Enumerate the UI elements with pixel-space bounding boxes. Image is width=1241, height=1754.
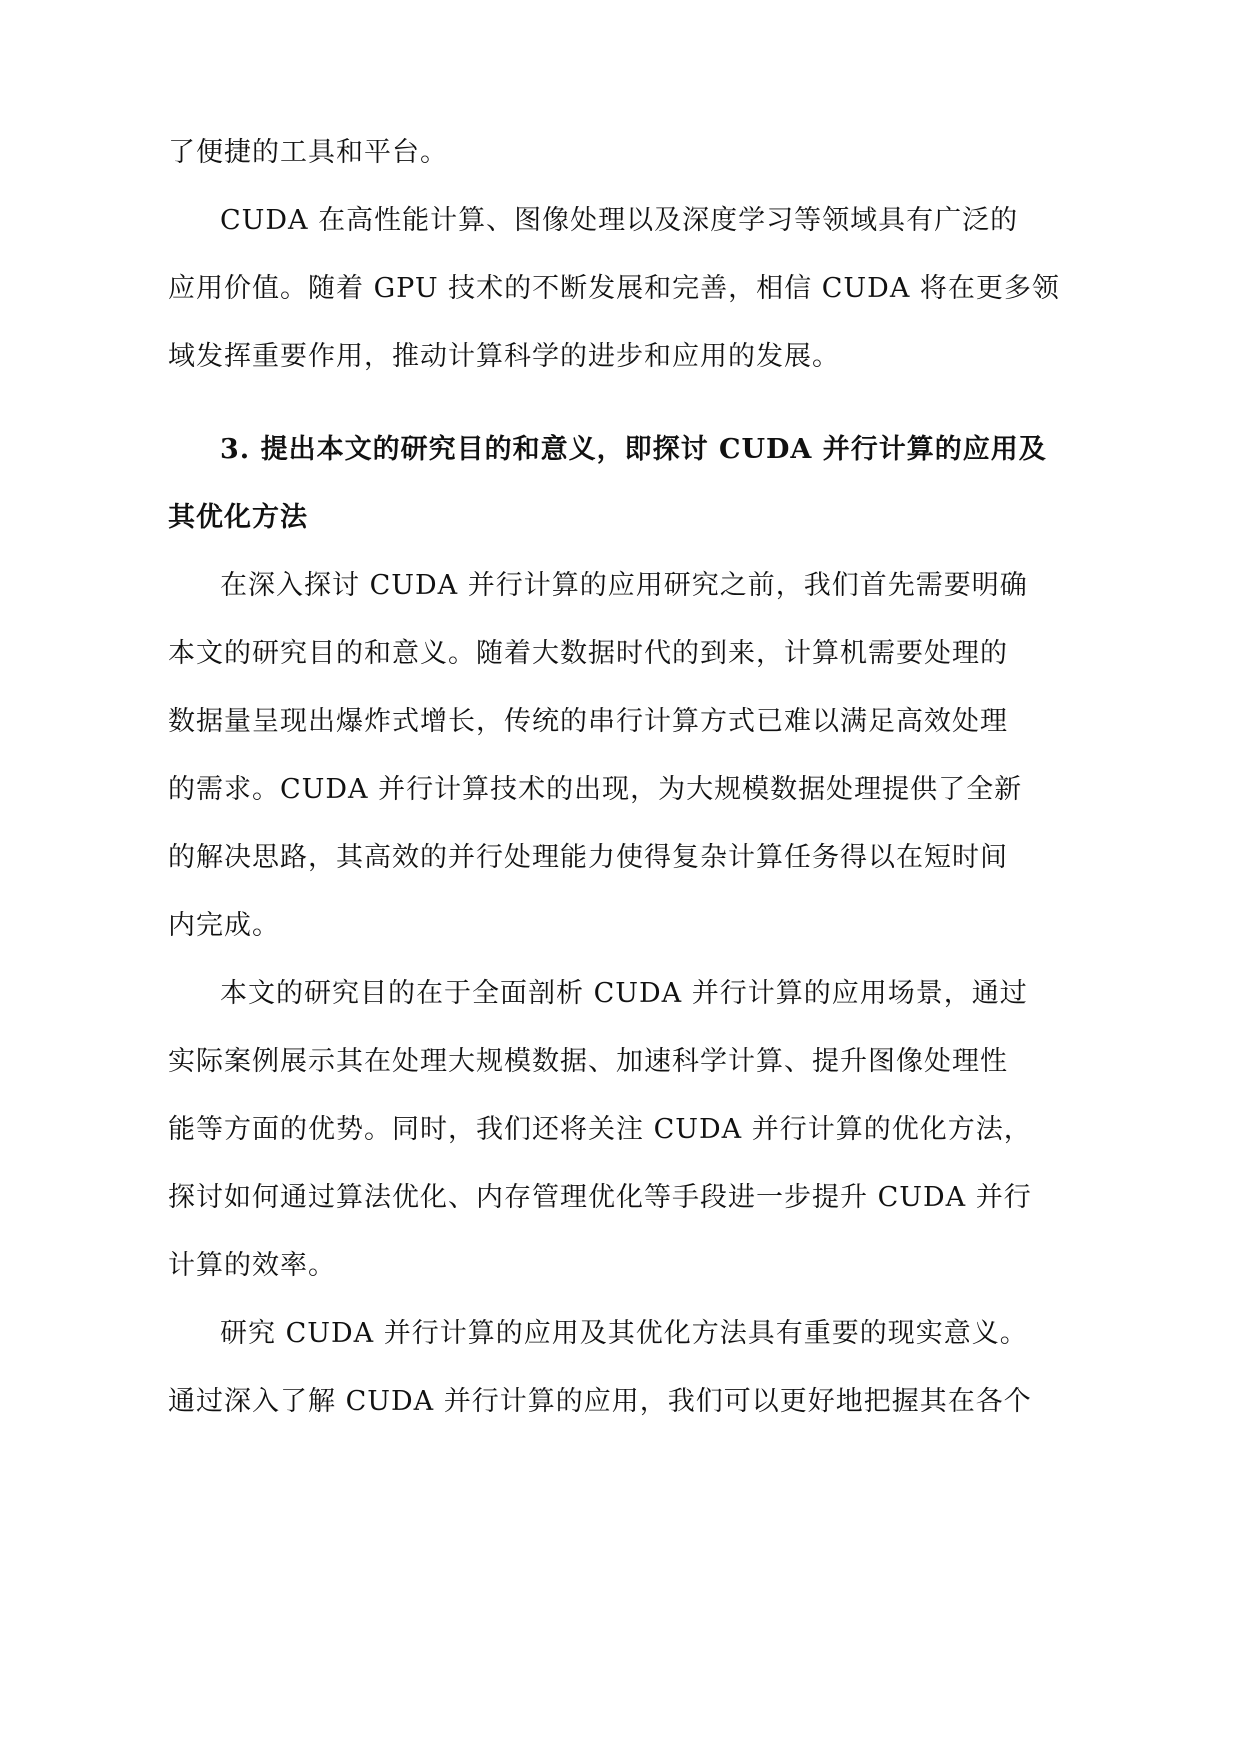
text-line: 内完成。 [168,910,280,941]
text-line: CUDA 在高性能计算、图像处理以及深度学习等领域具有广泛的 [220,205,1019,236]
section-heading-line: 3. 提出本文的研究目的和意义，即探讨 CUDA 并行计算的应用及 [220,434,1047,465]
text-line: 了便捷的工具和平台。 [168,137,448,168]
text-line: 域发挥重要作用，推动计算科学的进步和应用的发展。 [168,341,840,372]
text-line: 应用价值。随着 GPU 技术的不断发展和完善，相信 CUDA 将在更多领 [168,273,1060,304]
text-line: 本文的研究目的在于全面剖析 CUDA 并行计算的应用场景，通过 [220,978,1028,1009]
text-line: 数据量呈现出爆炸式增长，传统的串行计算方式已难以满足高效处理 [168,706,1008,737]
text-line: 实际案例展示其在处理大规模数据、加速科学计算、提升图像处理性 [168,1046,1008,1077]
text-line: 研究 CUDA 并行计算的应用及其优化方法具有重要的现实意义。 [220,1318,1028,1349]
text-line: 通过深入了解 CUDA 并行计算的应用，我们可以更好地把握其在各个 [168,1386,1032,1417]
section-heading-line: 其优化方法 [168,502,308,533]
text-line: 能等方面的优势。同时，我们还将关注 CUDA 并行计算的优化方法， [168,1114,1032,1145]
text-line: 探讨如何通过算法优化、内存管理优化等手段进一步提升 CUDA 并行 [168,1182,1032,1213]
text-line: 计算的效率。 [168,1250,336,1281]
text-line: 的解决思路，其高效的并行处理能力使得复杂计算任务得以在短时间 [168,842,1008,873]
text-line: 本文的研究目的和意义。随着大数据时代的到来，计算机需要处理的 [168,638,1008,669]
text-line: 的需求。CUDA 并行计算技术的出现，为大规模数据处理提供了全新 [168,774,1023,805]
text-line: 在深入探讨 CUDA 并行计算的应用研究之前，我们首先需要明确 [220,570,1028,601]
